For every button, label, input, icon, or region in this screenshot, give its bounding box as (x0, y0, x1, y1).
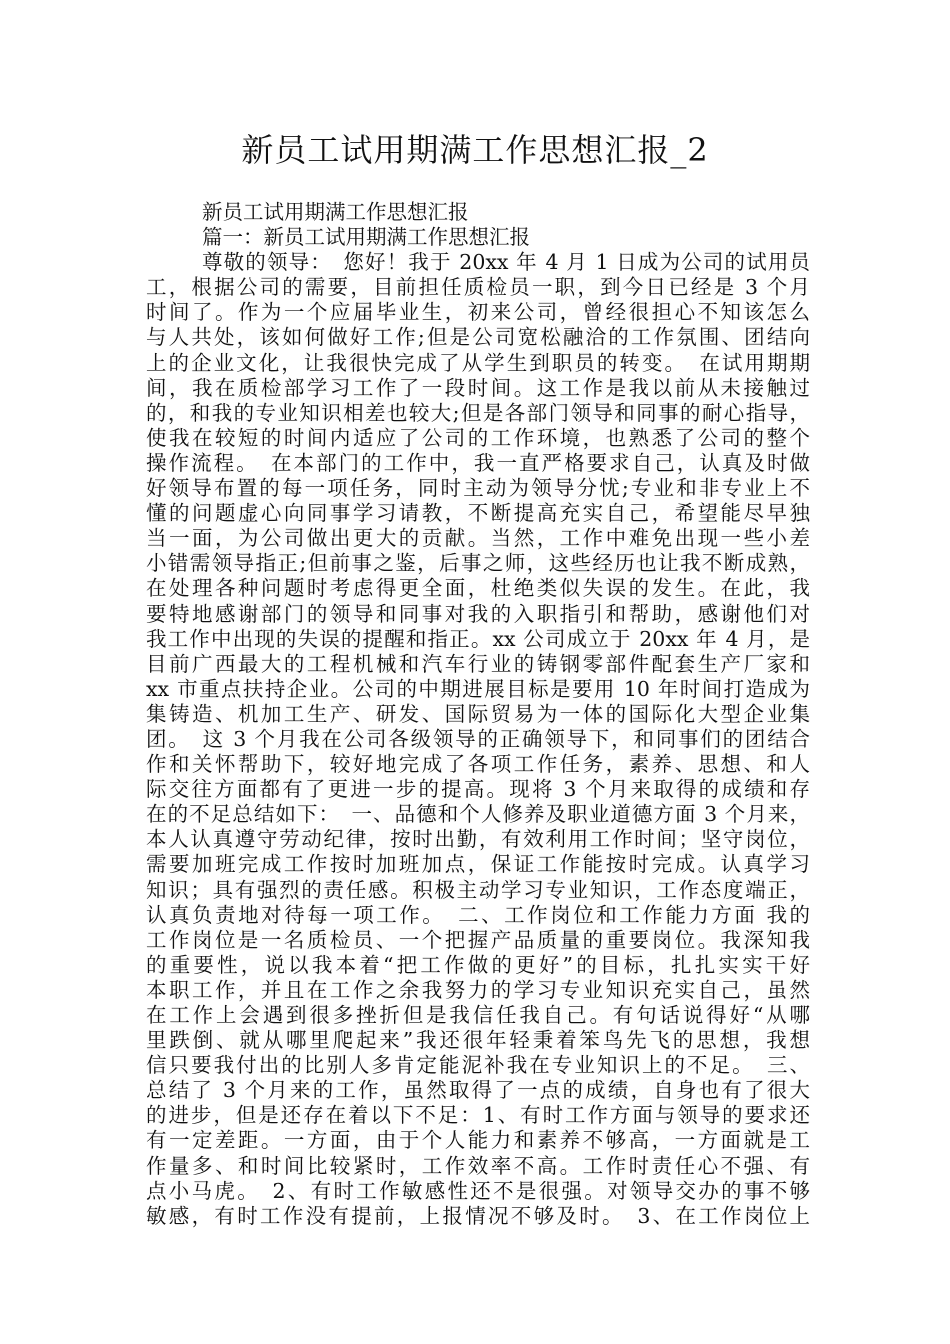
body-line: 懂的问题虚心向同事学习请教，不断提高充实自己，希望能尽早独 (146, 501, 810, 526)
body-line: 在处理各种问题时考虑得更全面，杜绝类似失误的发生。在此，我 (146, 576, 810, 601)
body-line: 有一定差距。一方面，由于个人能力和素养不够高，一方面就是工 (146, 1128, 810, 1153)
body-line: 里跌倒、就从哪里爬起来”我还很年轻秉着笨鸟先飞的思想，我想 (146, 1028, 810, 1053)
body-line: 小错需领导指正;但前事之鉴，后事之师，这些经历也让我不断成熟， (146, 551, 810, 576)
body-line: 我工作中出现的失误的提醒和指正。xx 公司成立于 20xx 年 4 月，是 (146, 626, 810, 651)
chapter-line: 篇一：新员工试用期满工作思想汇报 (202, 225, 530, 250)
body-line: 与人共处，该如何做好工作;但是公司宽松融洽的工作氛围、团结向 (146, 325, 810, 350)
body-line: 点小马虎。 2、有时工作敏感性还不是很强。对领导交办的事不够 (146, 1178, 810, 1203)
body-line: 敏感，有时工作没有提前，上报情况不够及时。 3、在工作岗位上 (146, 1203, 810, 1228)
heading-line: 新员工试用期满工作思想汇报 (202, 200, 469, 224)
body-line: 使我在较短的时间内适应了公司的工作环境，也熟悉了公司的整个 (146, 425, 810, 450)
body-line: 好领导布置的每一项任务，同时主动为领导分忧;专业和非专业上不 (146, 476, 810, 501)
body-line: 际交往方面都有了更进一步的提高。现将 3 个月来取得的成绩和存 (146, 777, 810, 802)
body-line: 的重要性，说以我本着“把工作做的更好”的目标，扎扎实实干好 (146, 952, 810, 977)
body-line: 尊敬的领导： 您好！我于 20xx 年 4 月 1 日成为公司的试用员 (202, 250, 810, 275)
body-line: 目前广西最大的工程机械和汽车行业的铸钢零部件配套生产厂家和 (146, 651, 810, 676)
body-line: 操作流程。 在本部门的工作中，我一直严格要求自己，认真及时做 (146, 450, 810, 475)
body-line: 工作岗位是一名质检员、一个把握产品质量的重要岗位。我深知我 (146, 927, 810, 952)
body-line: 间，我在质检部学习工作了一段时间。这工作是我以前从未接触过 (146, 375, 810, 400)
body-line: 在的不足总结如下： 一、品德和个人修养及职业道德方面 3 个月来， (146, 802, 810, 827)
body-line: xx 市重点扶持企业。公司的中期进展目标是要用 10 年时间打造成为 (146, 676, 810, 701)
body-line: 总结了 3 个月来的工作，虽然取得了一点的成绩，自身也有了很大 (146, 1078, 810, 1103)
document-body (146, 200, 810, 1229)
body-line: 的，和我的专业知识相差也较大;但是各部门领导和同事的耐心指导， (146, 400, 810, 425)
body-line: 当一面，为公司做出更大的贡献。当然，工作中难免出现一些小差 (146, 526, 810, 551)
body-line: 时间了。作为一个应届毕业生，初来公司，曾经很担心不知该怎么 (146, 300, 810, 325)
body-line: 本人认真遵守劳动纪律，按时出勤，有效利用工作时间；坚守岗位， (146, 827, 810, 852)
body-line: 工，根据公司的需要，目前担任质检员一职，到今日已经是 3 个月 (146, 275, 810, 300)
body-line: 认真负责地对待每一项工作。 二、工作岗位和工作能力方面 我的 (146, 902, 810, 927)
body-line: 在工作上会遇到很多挫折但是我信任我自己。有句话说得好“从哪 (146, 1003, 810, 1027)
body-line: 作和关怀帮助下，较好地完成了各项工作任务，素养、思想、和人 (146, 752, 810, 777)
body-line: 的进步，但是还存在着以下不足：1、有时工作方面与领导的要求还 (146, 1103, 810, 1128)
document-title: 新员工试用期满工作思想汇报_2 (241, 131, 709, 169)
body-line: 要特地感谢部门的领导和同事对我的入职指引和帮助，感谢他们对 (146, 601, 810, 626)
body-line: 上的企业文化，让我很快完成了从学生到职员的转变。 在试用期期 (146, 350, 810, 375)
body-line: 信只要我付出的比别人多肯定能泥补我在专业知识上的不足。 三、 (146, 1053, 810, 1078)
body-line: 需要加班完成工作按时加班加点，保证工作能按时完成。认真学习 (146, 852, 810, 877)
body-line: 本职工作，并且在工作之余我努力的学习专业知识充实自己，虽然 (146, 977, 810, 1002)
body-line: 团。 这 3 个月我在公司各级领导的正确领导下，和同事们的团结合 (146, 726, 810, 751)
body-line: 知识；具有强烈的责任感。积极主动学习专业知识，工作态度端正， (146, 877, 810, 902)
body-line: 作量多、和时间比较紧时，工作效率不高。工作时责任心不强、有 (146, 1153, 810, 1178)
body-line: 集铸造、机加工生产、研发、国际贸易为一体的国际化大型企业集 (146, 701, 810, 726)
